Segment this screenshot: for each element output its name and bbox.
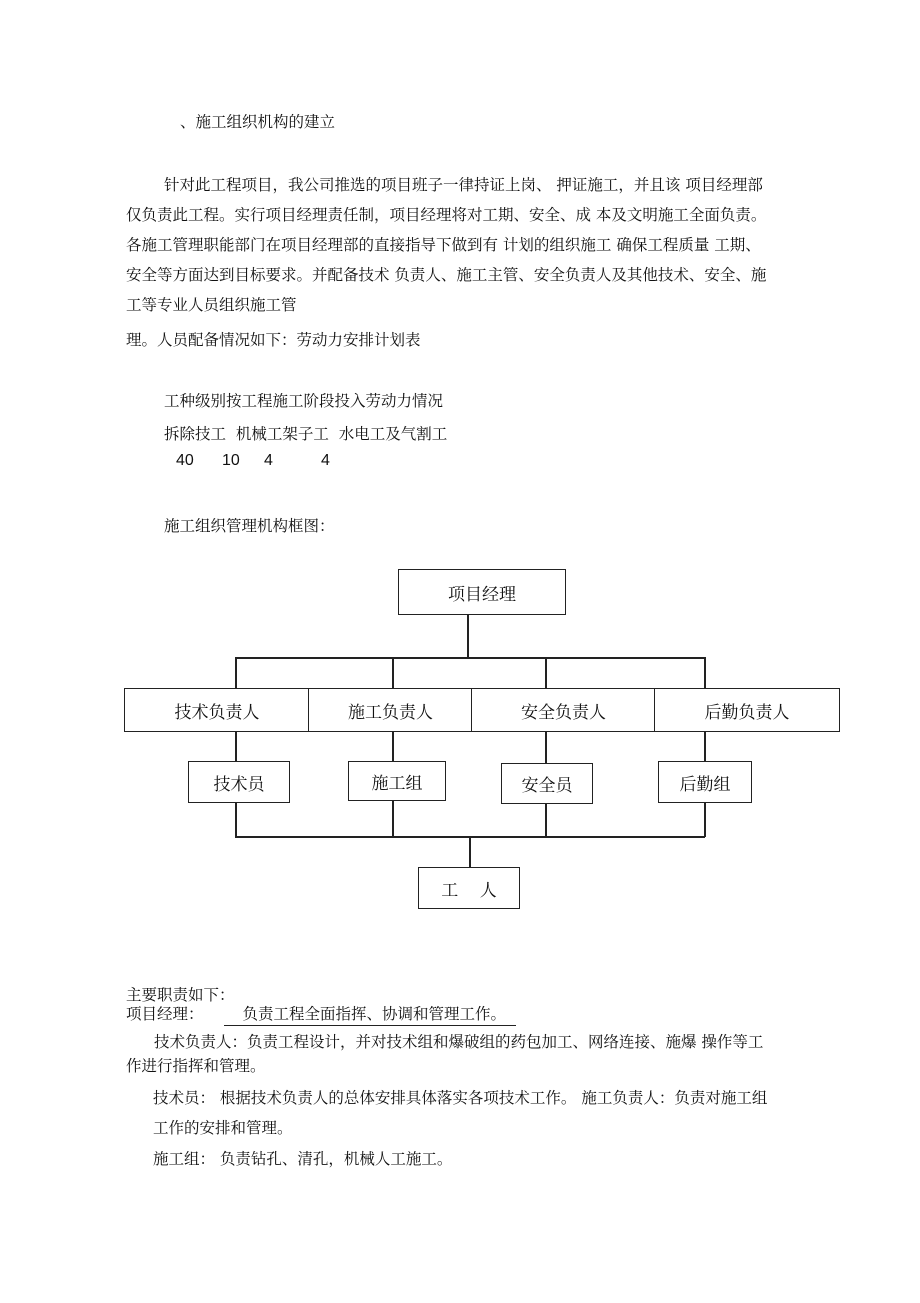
pm-duty: 负责工程全面指挥、协调和管理工作。 — [224, 1005, 516, 1026]
connector — [392, 801, 394, 837]
org-box-logistics-lead — [654, 688, 840, 732]
tech-lead-line: 技术负责人：负责工程设计，并对技术组和爆破组的药包加工、网络连接、施爆 操作等工 — [154, 1033, 764, 1051]
construction-team-line: 施工组： 负责钻孔、清孔，机械人工施工。 — [153, 1150, 453, 1168]
pm-duty-row — [126, 1002, 516, 1024]
count-electrical: 4 — [321, 452, 330, 469]
connector — [392, 732, 394, 762]
connector — [235, 657, 237, 689]
intro-line: 安全等方面达到目标要求。并配备技术 负责人、施工主管、安全负责人及其他技术、安全、施 — [126, 266, 767, 284]
org-label: 安全员 — [521, 776, 573, 796]
connector — [467, 615, 469, 658]
intro-line: 工等专业人员组织施工管 — [126, 296, 297, 314]
org-box-safety-officer — [501, 763, 593, 804]
tech-lead-paragraph — [126, 1030, 798, 1078]
org-label: 施工负责人 — [348, 702, 433, 723]
connector — [704, 803, 706, 837]
pm-label: 项目经理： — [126, 1005, 204, 1023]
connector — [545, 804, 547, 837]
connector — [704, 732, 706, 762]
org-box-project-manager — [398, 569, 566, 615]
org-box-construction-lead — [308, 688, 473, 732]
intro-paragraph — [126, 170, 798, 320]
org-label: 安全负责人 — [521, 702, 606, 723]
org-box-technician — [188, 761, 290, 803]
connector — [469, 836, 471, 868]
org-label: 技术负责人 — [174, 702, 260, 723]
intro-line: 仅负责此工程。实行项目经理责任制，项目经理将对工期、安全、成 本及文明施工全面负责。 — [126, 206, 767, 224]
connector — [704, 657, 706, 689]
connector — [235, 803, 237, 837]
connector — [235, 657, 705, 659]
duties-title: 主要职责如下： — [126, 986, 235, 1004]
org-label: 技术员 — [213, 774, 265, 795]
org-label: 后勤负责人 — [704, 702, 790, 723]
tech-lead-line: 作进行指挥和管理。 — [126, 1057, 266, 1075]
org-box-safety-lead — [471, 688, 656, 732]
count-scaffold: 4 — [264, 452, 273, 469]
org-box-tech-lead — [124, 688, 310, 732]
connector — [235, 732, 237, 762]
construction-lead-cont: 工作的安排和管理。 — [153, 1119, 293, 1137]
tech-staff-line: 技术员： 根据技术负责人的总体安排具体落实各项技术工作。 施工负责人：负责对施工组 — [153, 1089, 768, 1107]
section-title: 、施工组织机构的建立 — [180, 113, 336, 131]
labor-table-trades: 拆除技工 机械工架子工 水电工及气割工 — [164, 425, 448, 443]
org-label: 施工组 — [371, 773, 423, 794]
org-label: 工 人 — [441, 880, 497, 901]
connector — [545, 732, 547, 764]
intro-line: 各施工管理职能部门在项目经理部的直接指导下做到有 计划的组织施工 确保工程质量 工期、 — [126, 236, 761, 254]
connector — [545, 657, 547, 689]
org-box-logistics-team — [658, 761, 752, 803]
labor-table-header: 工种级别按工程施工阶段投入劳动力情况 — [164, 392, 444, 410]
staffing-line: 理。人员配备情况如下：劳动力安排计划表 — [126, 331, 421, 349]
count-machinery: 10 — [222, 452, 240, 469]
org-label: 项目经理 — [448, 584, 516, 605]
org-box-construction-team — [348, 761, 446, 801]
chart-caption: 施工组织管理机构框图： — [164, 517, 335, 535]
org-box-workers — [418, 867, 520, 909]
org-label: 后勤组 — [679, 774, 731, 795]
connector — [392, 657, 394, 689]
count-demolition: 40 — [176, 452, 194, 469]
intro-line: 针对此工程项目，我公司推选的项目班子一律持证上岗、 押证施工，并且该 项目经理部 — [164, 176, 763, 194]
